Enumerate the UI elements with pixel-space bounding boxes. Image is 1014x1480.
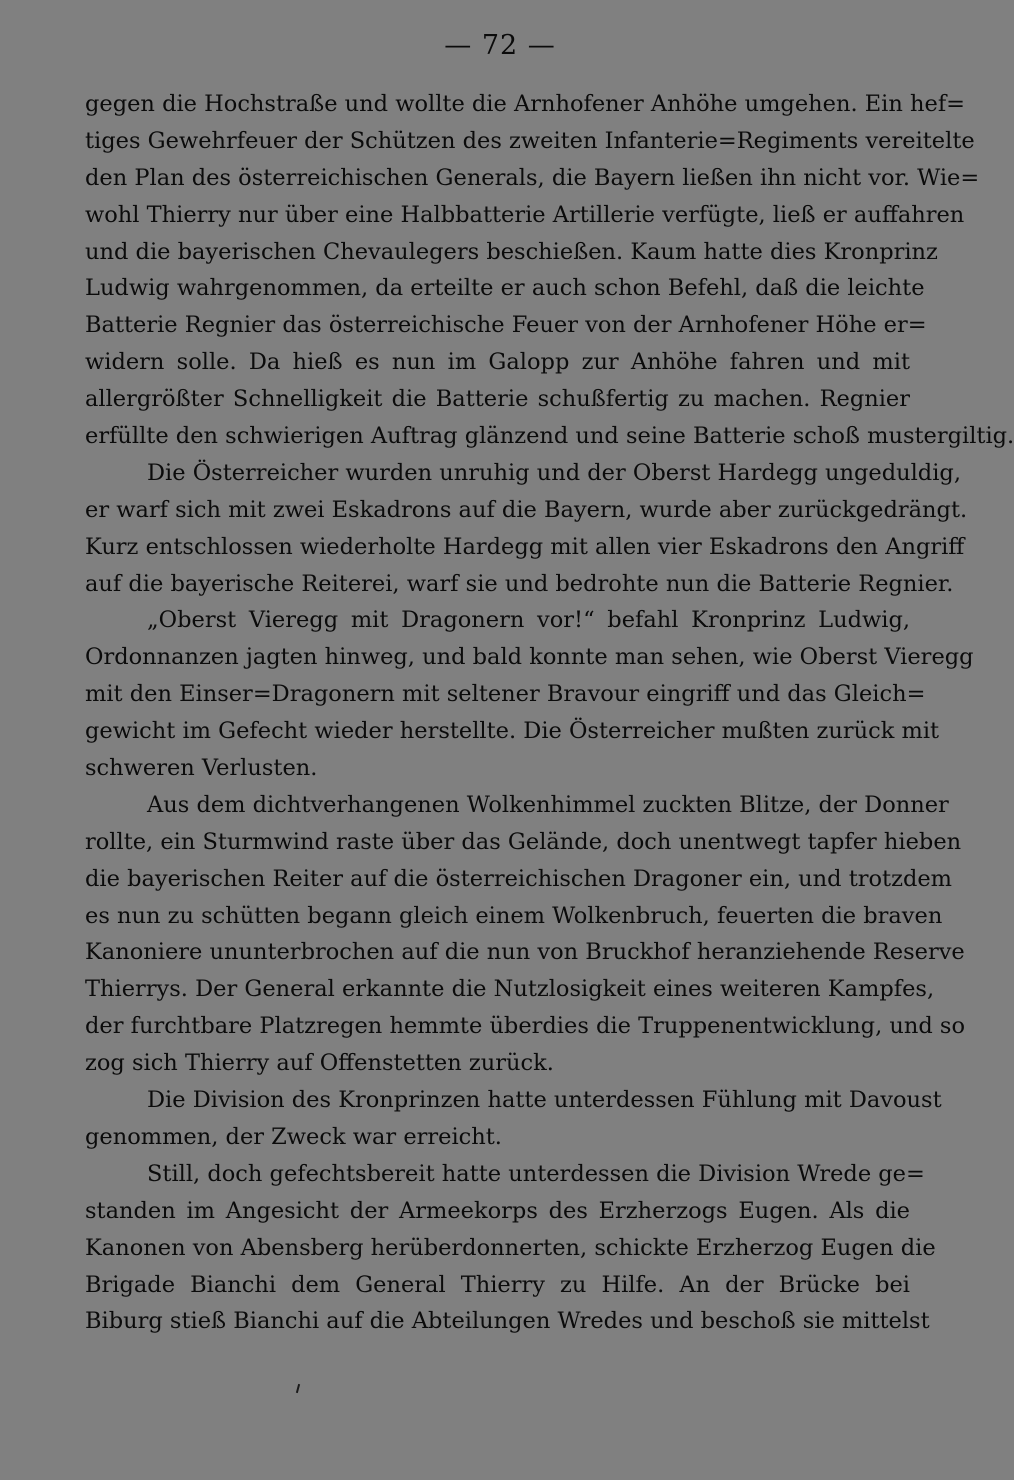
text-line: Still, doch gefechtsbereit hatte unterdessen die Division Wrede ge= [147,1160,925,1187]
text-line: genommen, der Zweck war erreicht. [85,1123,502,1150]
text-line: der furchtbare Platzregen hemmte überdies die Truppenentwicklung, und so [85,1013,966,1040]
text-line: und die bayerischen Chevaulegers beschießen. Kaum hatte dies Kronprinz [85,238,938,265]
text-line: Biburg stieß Bianchi auf die Abteilungen Wredes und beschoß sie mittelst [85,1308,930,1335]
text-line: auf die bayerische Reiterei, warf sie und bedrohte nun die Batterie Regnier. [85,570,954,597]
text-line: die bayerischen Reiter auf die österreichischen Dragoner ein, und trotzdem [85,865,952,892]
text-line: Thierrys. Der General erkannte die Nutzlosigkeit eines weiteren Kampfes, [85,976,935,1003]
text-line: tiges Gewehrfeuer der Schützen des zweiten Infanterie=Regiments vereitelte [85,127,975,154]
text-line: den Plan des österreichischen Generals, die Bayern ließen ihn nicht vor. Wie= [85,164,980,191]
text-line: standen im Angesicht der Armeekorps des Erzherzogs Eugen. Als die [85,1197,910,1224]
text-line: gegen die Hochstraße und wollte die Arnhofener Anhöhe umgehen. Ein hef= [85,91,965,117]
body-text [85,86,1014,1340]
text-line: widern solle. Da hieß es nun im Galopp zur Anhöhe fahren und mit [85,349,910,376]
text-line: Brigade Bianchi dem General Thierry zu Hilfe. An der Brücke bei [85,1271,910,1298]
text-line: Kanoniere ununterbrochen auf die nun von Bruckhof heranziehende Reserve [85,939,965,966]
text-line: gewicht im Gefecht wieder herstellte. Die Österreicher mußten zurück mit [85,718,940,745]
text-line: Aus dem dichtverhangenen Wolkenhimmel zuckten Blitze, der Donner [147,791,949,818]
text-line: Ludwig wahrgenommen, da erteilte er auch schon Befehl, daß die leichte [85,275,925,302]
text-line: er warf sich mit zwei Eskadrons auf die Bayern, wurde aber zurückgedrängt. [85,496,968,523]
text-line: Ordonnanzen jagten hinweg, und bald konnte man sehen, wie Oberst Vieregg [85,644,974,671]
page-number: — 72 — [444,30,556,61]
text-line: es nun zu schütten begann gleich einem Wolkenbruch, feuerten die braven [85,902,943,929]
text-line: wohl Thierry nur über eine Halbbatterie Artillerie verfügte, ließ er auffahren [85,201,965,228]
text-line: „Oberst Vieregg mit Dragonern vor!“ befahl Kronprinz Ludwig, [147,607,910,634]
text-line: allergrößter Schnelligkeit die Batterie schußfertig zu machen. Regnier [85,386,910,413]
text-line: Kurz entschlossen wiederholte Hardegg mit allen vier Eskadrons den Angriff [85,533,965,560]
text-line: erfüllte den schwierigen Auftrag glänzend und seine Batterie schoß mustergiltig. [85,423,1014,450]
text-line: rollte, ein Sturmwind raste über das Gelände, doch unentwegt tapfer hieben [85,828,962,855]
text-line: Die Österreicher wurden unruhig und der Oberst Hardegg ungeduldig, [147,459,961,486]
text-line: Batterie Regnier das österreichische Feuer von der Arnhofener Höhe er= [85,312,927,339]
text-line: mit den Einser=Dragonern mit seltener Bravour eingriff und das Gleich= [85,681,926,708]
text-line: zog sich Thierry auf Offenstetten zurück. [85,1050,554,1077]
text-line: Die Division des Kronprinzen hatte unterdessen Fühlung mit Davoust [147,1087,942,1114]
text-line: Kanonen von Abensberg herüberdonnerten, schickte Erzherzog Eugen die [85,1234,936,1261]
stray-ink-mark [296,1384,300,1393]
text-line: schweren Verlusten. [85,755,318,782]
